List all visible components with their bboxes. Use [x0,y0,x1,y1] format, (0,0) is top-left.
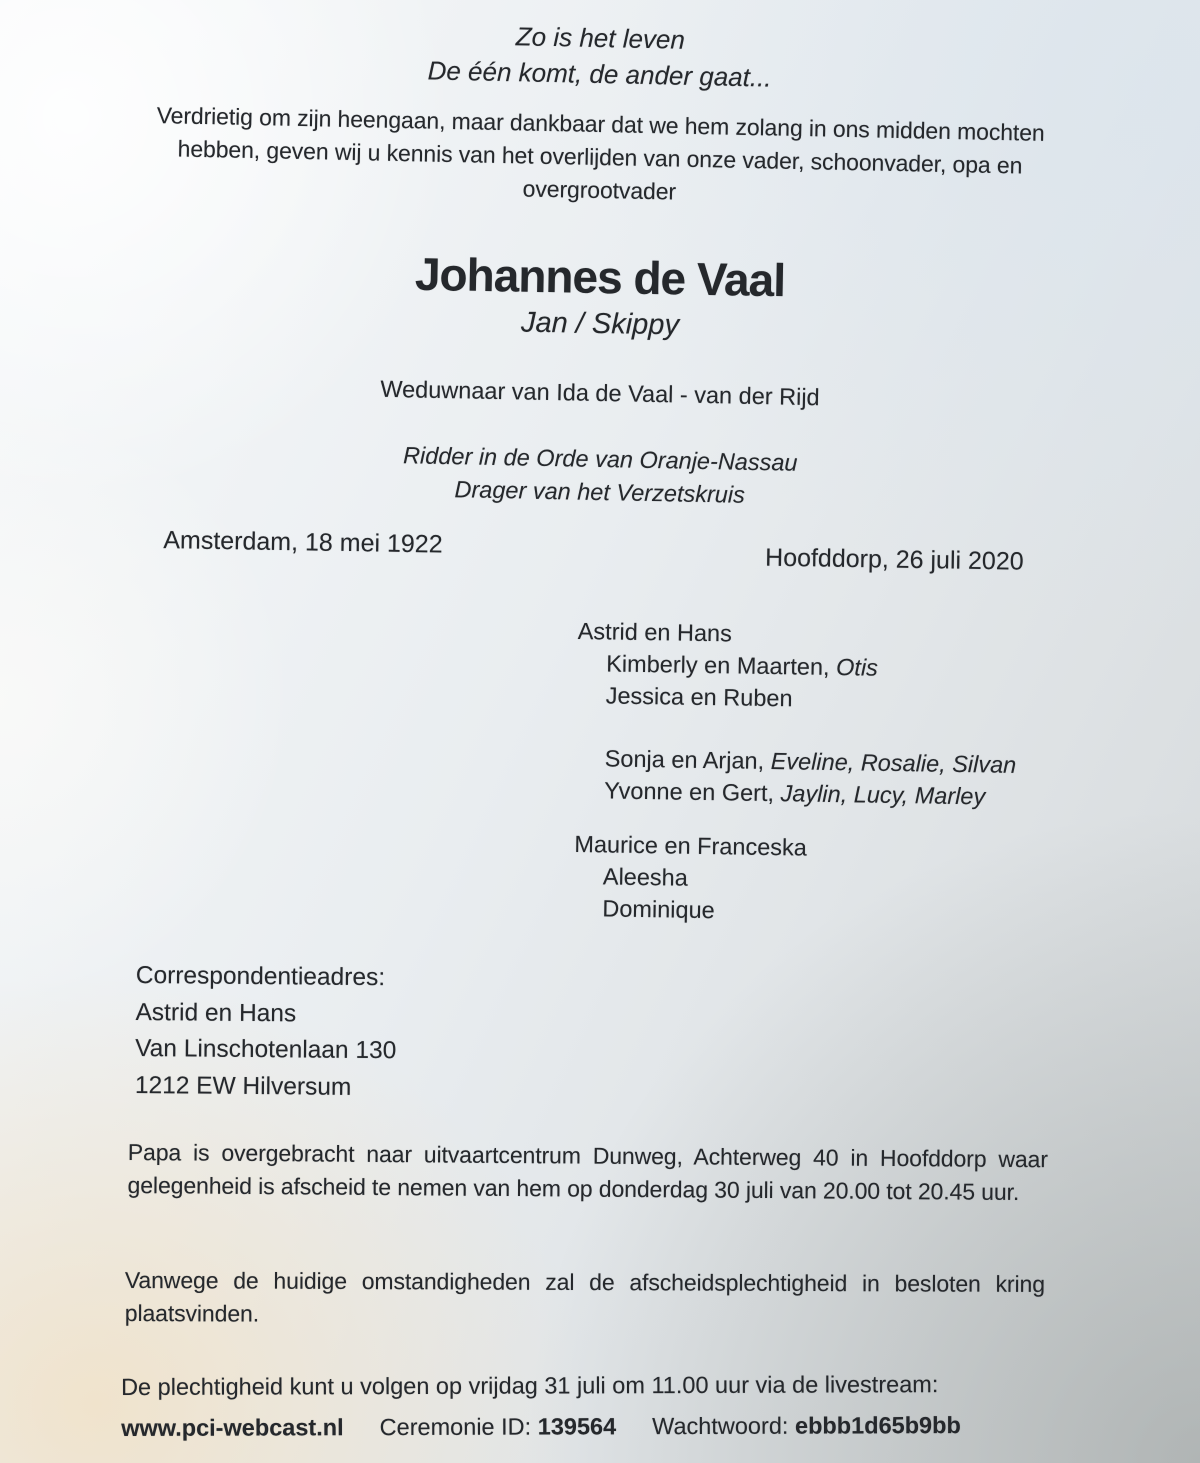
private-ceremony-paragraph: Vanwege de huidige omstandigheden zal de afscheidsplechtigheid in besloten kring plaatsvinden. [124,1267,1045,1327]
password-value: ebbb1d65b9bb [794,1412,961,1439]
quote-line-1: Zo is het leven [515,21,686,55]
quote-line-2: De één komt, de ander gaat... [427,55,772,93]
correspondence-street: Van Linschotenlaan 130 [135,1034,397,1065]
password [652,1412,961,1440]
family-member: Dominique [602,895,715,924]
family-member: Jessica en Ruben [605,682,793,712]
honor-line-1: Ridder in de Orde van Oranje-Nassau [402,442,798,476]
livestream-details [121,1412,1101,1442]
widower-line: Weduwnaar van Ida de Vaal - van der Rijd [380,375,820,411]
livestream-intro: De plechtigheid kunt u volgen op vrijdag 31 juli om 11.00 uur via de livestream: [121,1371,939,1400]
correspondence-label: Correspondentieadres: [135,961,386,992]
password-label: Wachtwoord: [652,1412,789,1440]
family-children: Otis [835,654,879,681]
family-list [573,615,1018,931]
family-member: Aleesha [602,863,689,891]
honors [0,431,1200,520]
correspondence-address [135,958,397,1106]
family-member: Maurice en Franceska [574,830,808,861]
family-member: Astrid en Hans [577,617,733,647]
ceremony-id-value: 139564 [537,1413,617,1440]
death-place-date: Hoofddorp, 26 juli 2020 [764,543,1024,576]
correspondence-city: 1212 EW Hilversum [134,1071,352,1101]
family-couple: Sonja en Arjan, [604,745,765,774]
correspondence-name: Astrid en Hans [135,998,297,1027]
family-couple: Yvonne en Gert, [604,777,775,807]
deceased-nicknames: Jan / Skippy [520,306,680,342]
honor-line-2: Drager van het Verzetskruis [454,476,746,508]
announcement-paragraph: Verdrietig om zijn heengaan, maar dankbaar dat we hem zolang in ons midden mochten hebben, geven wij u kennis van het overlijden van onze vader, schoonvader, opa en overgrootvader [156,102,1045,205]
ceremony-id [380,1413,617,1441]
deceased-name: Johannes de Vaal [414,247,786,307]
family-member [604,774,1016,812]
family-children: Eveline, Rosalie, Silvan [770,748,1017,778]
livestream-url: www.pci-webcast.nl [121,1414,344,1441]
opening-quote [0,7,1200,104]
visitation-paragraph: Papa is overgebracht naar uitvaartcentrum Dunweg, Achterweg 40 in Hoofddorp waar gelegenheid is afscheid te nemen van hem op donderdag 30 juli van 20.00 tot 20.45 uur. [127,1138,1048,1205]
family-couple: Kimberly en Maarten, [606,650,830,680]
family-children: Jaylin, Lucy, Marley [780,780,986,810]
ceremony-id-label: Ceremonie ID: [379,1413,532,1441]
birth-place-date: Amsterdam, 18 mei 1922 [163,526,443,559]
life-dates [0,524,1200,607]
livestream-info [121,1367,1101,1442]
